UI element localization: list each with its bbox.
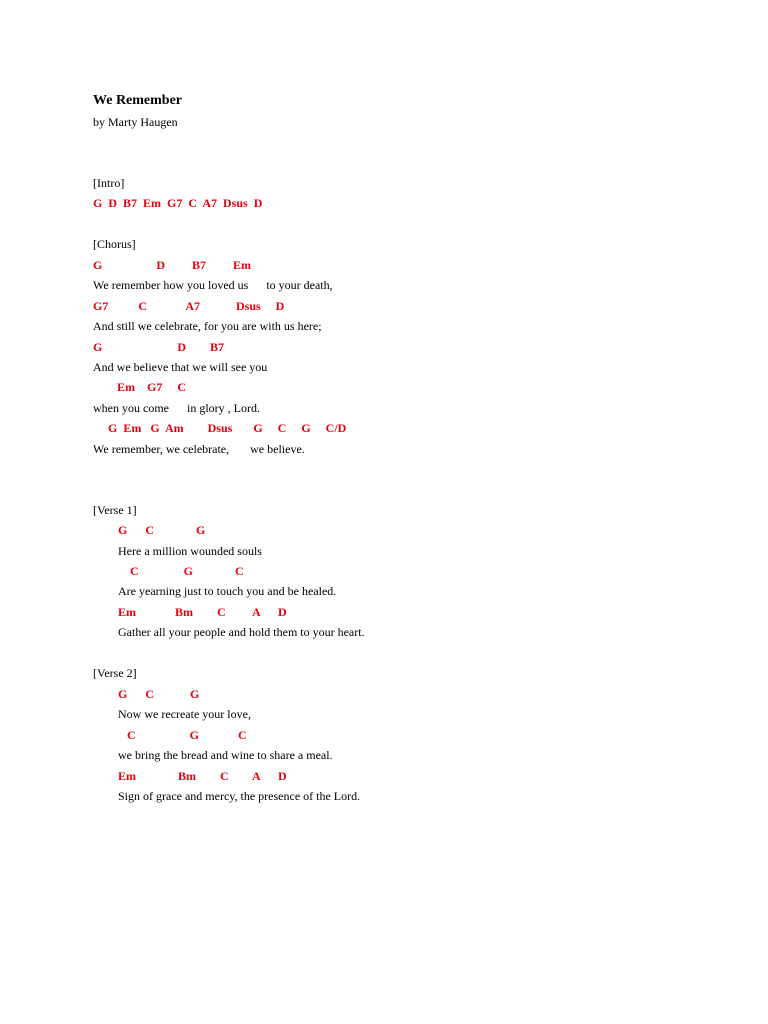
verse1-lyric-line: Are yearning just to touch you and be healed. [118,584,337,598]
verse2-chord-line: C G C [118,728,247,742]
verse2-lyric-line: Sign of grace and mercy, the presence of the Lord. [118,789,361,803]
verse1-lyric-line: Gather all your people and hold them to your heart. [118,625,365,639]
verse2-lyric-line: we bring the bread and wine to share a meal. [118,748,333,762]
intro-label: [Intro] [93,176,125,190]
song-title: We Remember [93,93,183,108]
verse2-label: [Verse 2] [93,666,137,680]
verse1-chord-line: G C G [118,523,206,537]
intro-chords: G D B7 Em G7 C A7 Dsus D [93,196,263,210]
chorus-lyric-line: when you come in glory , Lord. [93,401,260,415]
verse1-chord-line: Em Bm C A D [118,605,287,619]
chorus-chord-line: G7 C A7 Dsus D [93,299,285,313]
chorus-lyric-line: And we believe that we will see you [93,360,268,374]
chorus-chord-line: G Em G Am Dsus G C G C/D [93,421,347,435]
chorus-label: [Chorus] [93,237,136,251]
chorus-chord-line: Em G7 C [93,380,186,394]
chorus-lyric-line: We remember, we celebrate, we believe. [93,442,305,456]
song-author: by Marty Haugen [93,115,178,129]
chorus-chord-line: G D B7 Em [93,258,252,272]
verse1-label: [Verse 1] [93,503,137,517]
verse2-chord-line: G C G [118,687,200,701]
verse1-lyric-line: Here a million wounded souls [118,544,262,558]
chorus-lyric-line: And still we celebrate, for you are with us here; [93,319,322,333]
verse2-lyric-line: Now we recreate your love, [118,707,251,721]
chorus-chord-line: G D B7 [93,340,225,354]
verse2-chord-line: Em Bm C A D [118,769,287,783]
verse1-chord-line: C G C [118,564,244,578]
chorus-lyric-line: We remember how you loved us to your death, [93,278,333,292]
